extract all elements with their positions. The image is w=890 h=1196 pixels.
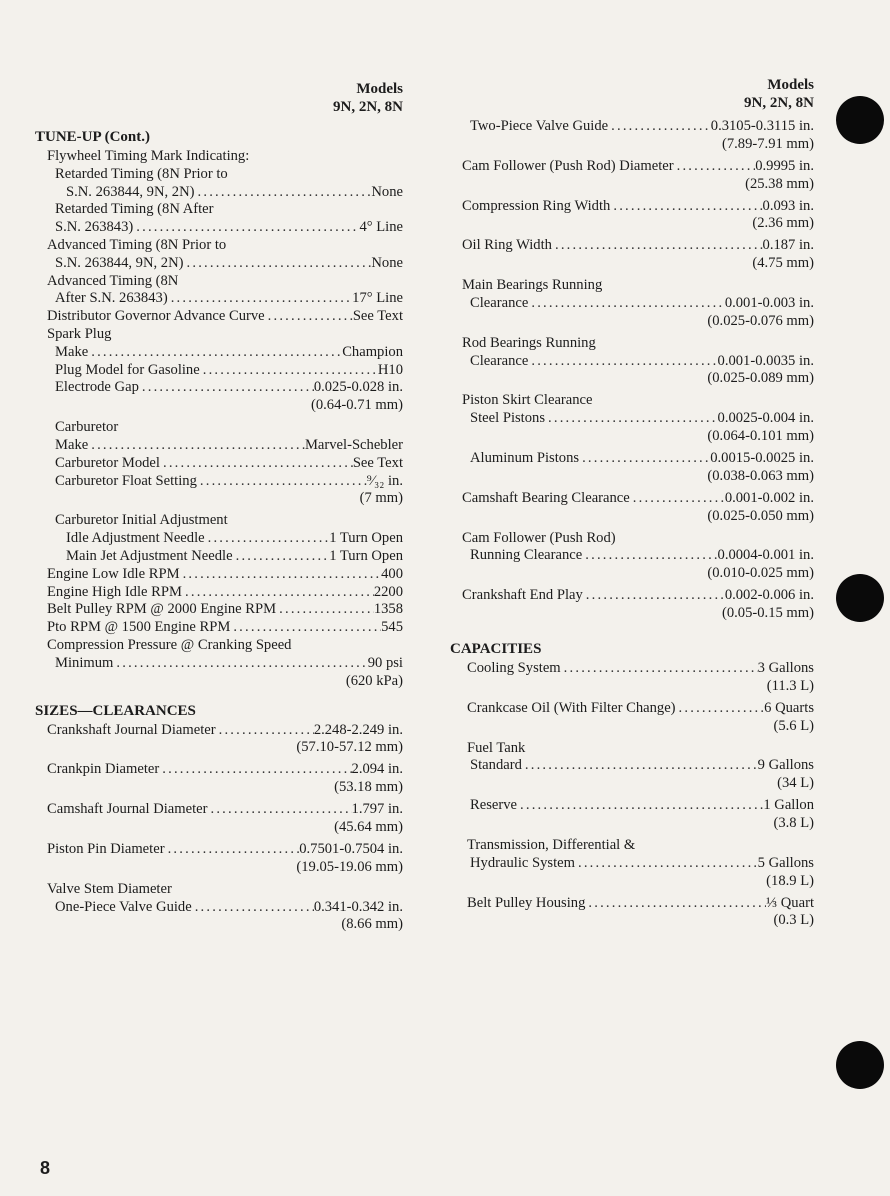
- spec-row: [450, 450, 814, 468]
- dot-leader: [200, 362, 378, 380]
- spec-row: [35, 601, 403, 619]
- spec-row: [35, 362, 403, 380]
- dot-leader: [192, 899, 314, 917]
- spec-value: 1 Turn Open: [329, 547, 403, 564]
- dot-leader: [265, 308, 353, 326]
- spec-value: 6 Quarts: [764, 699, 814, 716]
- dot-leader: [113, 655, 367, 673]
- spec-row: [35, 801, 403, 819]
- dot-leader: [608, 118, 711, 136]
- dot-leader: [545, 410, 718, 428]
- spec-label: Engine High Idle RPM: [47, 583, 182, 600]
- spec-row: [35, 655, 403, 673]
- spec-row: [450, 797, 814, 815]
- page-number: 8: [40, 1158, 51, 1178]
- dot-leader: [233, 548, 330, 566]
- spec-group: [450, 530, 814, 583]
- models-list: 9N, 2N, 8N: [744, 95, 814, 111]
- binder-hole-top: [836, 96, 884, 144]
- spec-label: Spark Plug: [47, 325, 112, 342]
- section-heading: SIZES—CLEARANCES: [35, 702, 196, 719]
- spec-metric-value: (45.64 mm): [334, 818, 403, 835]
- spec-metric-value: (620 kPa): [345, 672, 403, 689]
- spec-value: See Text: [352, 308, 403, 325]
- spec-value: 1.797 in.: [351, 801, 403, 818]
- spec-row: [35, 184, 403, 202]
- dot-leader: [139, 379, 314, 397]
- spec-value: None: [371, 254, 403, 271]
- spec-metric-value: (18.9 L): [766, 872, 814, 889]
- spec-group: [35, 841, 403, 876]
- right-column: [450, 76, 814, 929]
- spec-group: [450, 335, 814, 388]
- spec-label: Crankpin Diameter: [47, 761, 160, 778]
- spec-label: Engine Low Idle RPM: [47, 565, 180, 582]
- spec-label: Fuel Tank: [467, 739, 526, 756]
- spec-row: [35, 201, 403, 219]
- spec-row: [35, 273, 403, 291]
- dot-leader: [579, 450, 710, 468]
- spec-value: 5 Gallons: [757, 854, 814, 871]
- spec-group: [450, 490, 814, 525]
- spec-row: [450, 837, 814, 855]
- spec-label: Carburetor: [55, 419, 119, 436]
- spec-row: [35, 512, 403, 530]
- spec-label: Retarded Timing (8N Prior to: [55, 165, 228, 182]
- spec-label: Valve Stem Diameter: [47, 880, 172, 897]
- models-label: Models: [356, 81, 403, 97]
- spec-group: [35, 419, 403, 507]
- spec-label: After S.N. 263843): [55, 290, 168, 307]
- spec-row: [35, 473, 403, 491]
- spec-metric-value: (0.010-0.025 mm): [707, 565, 814, 582]
- spec-label: Minimum: [55, 654, 114, 671]
- spec-value: 0.001-0.002 in.: [724, 489, 814, 506]
- models-list: 9N, 2N, 8N: [333, 99, 403, 115]
- spec-label: Advanced Timing (8N: [47, 272, 179, 289]
- dot-leader: [583, 587, 725, 605]
- spec-metric-value: (0.038-0.063 mm): [707, 467, 814, 484]
- spec-metric-value: (3.8 L): [773, 814, 814, 831]
- spec-row: [35, 761, 403, 779]
- spec-row: [35, 437, 403, 455]
- spec-label: Piston Skirt Clearance: [462, 392, 593, 409]
- spec-label: Distributor Governor Advance Curve: [47, 308, 265, 325]
- spec-metric-value: (57.10-57.12 mm): [296, 739, 403, 756]
- spec-label: S.N. 263843): [55, 219, 134, 236]
- spec-value: 1 Turn Open: [329, 530, 403, 547]
- spec-metric-value: (25.38 mm): [745, 175, 814, 192]
- spec-label: Two-Piece Valve Guide: [470, 118, 609, 134]
- spec-label: Reserve: [470, 797, 518, 814]
- spec-group: [35, 881, 403, 934]
- dot-leader: [522, 757, 758, 775]
- spec-group: [35, 722, 403, 757]
- spec-label: Aluminum Pistons: [470, 449, 580, 466]
- spec-value: 2.094 in.: [351, 761, 403, 778]
- spec-value: 0.025-0.028 in.: [313, 379, 403, 396]
- spec-label: Make: [55, 343, 89, 360]
- spec-metric-value: (0.025-0.089 mm): [707, 370, 814, 387]
- spec-value: 0.9995 in.: [755, 157, 814, 174]
- spec-row: [450, 700, 814, 718]
- dot-leader: [585, 895, 766, 913]
- spec-label: Cooling System: [467, 659, 561, 676]
- dot-leader: [517, 797, 763, 815]
- spec-row: [450, 410, 814, 428]
- spec-group: [450, 797, 814, 832]
- spec-label: Hydraulic System: [470, 854, 575, 871]
- dot-leader: [165, 841, 300, 859]
- spec-metric-value: (5.6 L): [773, 717, 814, 734]
- spec-metric-value: (0.025-0.076 mm): [707, 312, 814, 329]
- spec-row: [35, 455, 403, 473]
- spec-row: [35, 619, 403, 637]
- spec-row: [450, 587, 814, 605]
- spec-label: Compression Pressure @ Cranking Speed: [47, 636, 292, 653]
- spec-label: Main Bearings Running: [462, 277, 603, 294]
- spec-group: [35, 148, 403, 414]
- spec-row: [35, 255, 403, 273]
- spec-row: [450, 335, 814, 353]
- spec-label: S.N. 263844, 9N, 2N): [55, 254, 184, 271]
- spec-label: Crankshaft End Play: [462, 587, 583, 604]
- spec-label: Make: [55, 436, 89, 453]
- spec-row: [35, 166, 403, 184]
- spec-row: [35, 219, 403, 237]
- spec-value: 0.7501-0.7504 in.: [299, 840, 403, 857]
- dot-leader: [168, 290, 352, 308]
- spec-row: [450, 547, 814, 565]
- spec-row: [35, 841, 403, 859]
- spec-value: 0.187 in.: [762, 237, 814, 254]
- spec-label: Standard: [470, 757, 522, 774]
- spec-row: [450, 490, 814, 508]
- spec-metric-value: (11.3 L): [766, 677, 814, 694]
- spec-row: [35, 637, 403, 655]
- spec-row: [35, 237, 403, 255]
- dot-leader: [610, 198, 762, 216]
- spec-value: H10: [377, 361, 403, 378]
- dot-leader: [205, 530, 330, 548]
- spec-row: [35, 548, 403, 566]
- spec-label: Camshaft Journal Diameter: [47, 801, 208, 818]
- spec-value: 0.001-0.003 in.: [724, 294, 814, 311]
- spec-label: Carburetor Float Setting: [55, 472, 197, 489]
- dot-leader: [180, 566, 382, 584]
- binder-hole-bottom: [836, 1041, 884, 1089]
- spec-group: [450, 118, 814, 153]
- spec-value: 0.002-0.006 in.: [724, 587, 814, 604]
- spec-label: Flywheel Timing Mark Indicating:: [47, 148, 250, 164]
- section-heading: CAPACITIES: [450, 640, 542, 657]
- spec-group: [450, 392, 814, 445]
- dot-leader: [88, 437, 305, 455]
- spec-metric-value: (19.05-19.06 mm): [296, 858, 403, 875]
- dot-leader: [230, 619, 381, 637]
- spec-metric-value: (4.75 mm): [752, 255, 814, 272]
- spec-metric-value: (7 mm): [359, 490, 403, 507]
- spec-label: Steel Pistons: [470, 410, 546, 427]
- dot-leader: [184, 255, 372, 273]
- spec-row: [450, 392, 814, 410]
- spec-value: 0.0015-0.0025 in.: [710, 449, 814, 466]
- spec-label: Clearance: [470, 352, 529, 369]
- spec-row: [35, 290, 403, 308]
- dot-leader: [159, 761, 351, 779]
- spec-row: [35, 899, 403, 917]
- spec-group: [450, 237, 814, 272]
- dot-leader: [276, 601, 374, 619]
- spec-group: [35, 761, 403, 796]
- spec-row: [35, 344, 403, 362]
- spec-row: [35, 308, 403, 326]
- dot-leader: [197, 473, 367, 491]
- spec-metric-value: (34 L): [777, 775, 814, 792]
- spec-label: One-Piece Valve Guide: [55, 898, 192, 915]
- spec-value: See Text: [352, 454, 403, 471]
- spec-metric-value: (7.89-7.91 mm): [721, 135, 814, 152]
- dot-leader: [575, 855, 758, 873]
- spec-label: Advanced Timing (8N Prior to: [47, 236, 227, 253]
- spec-value: 545: [381, 619, 403, 636]
- spec-row: [35, 722, 403, 740]
- dot-leader: [676, 700, 765, 718]
- dot-leader: [216, 722, 314, 740]
- spec-group: [35, 801, 403, 836]
- spec-row: [450, 277, 814, 295]
- dot-leader: [207, 801, 351, 819]
- spec-label: Transmission, Differential &: [467, 836, 636, 853]
- spec-row: [450, 757, 814, 775]
- spec-row: [35, 584, 403, 602]
- spec-row: [450, 530, 814, 548]
- spec-label: Belt Pulley Housing: [467, 894, 586, 911]
- dot-leader: [182, 584, 374, 602]
- spec-value: Marvel-Schebler: [304, 436, 403, 453]
- spec-value: 1358: [373, 601, 403, 618]
- spec-value: 0.341-0.342 in.: [313, 898, 403, 915]
- spec-row: [450, 855, 814, 873]
- spec-metric-value: (0.64-0.71 mm): [310, 397, 403, 414]
- spec-metric-value: (8.66 mm): [341, 916, 403, 933]
- spec-label: Running Clearance: [470, 547, 583, 564]
- spec-row: [450, 353, 814, 371]
- spec-row: [450, 198, 814, 216]
- models-label: Models: [767, 77, 814, 93]
- dot-leader: [552, 237, 763, 255]
- spec-value: 0.3105-0.3115 in.: [710, 118, 814, 134]
- spec-metric-value: (53.18 mm): [334, 779, 403, 796]
- spec-value: 0.093 in.: [762, 197, 814, 214]
- spec-label: Compression Ring Width: [462, 197, 611, 214]
- spec-value: 0.001-0.0035 in.: [717, 352, 814, 369]
- spec-row: [450, 237, 814, 255]
- spec-group: [450, 660, 814, 695]
- spec-group: [450, 158, 814, 193]
- spec-label: Crankcase Oil (With Filter Change): [467, 699, 676, 716]
- models-header: [450, 76, 814, 112]
- spec-label: Electrode Gap: [55, 379, 139, 396]
- spec-label: Plug Model for Gasoline: [55, 361, 200, 378]
- spec-row: [450, 295, 814, 313]
- dot-leader: [133, 219, 359, 237]
- dot-leader: [528, 295, 724, 313]
- spec-metric-value: (2.36 mm): [752, 215, 814, 232]
- spec-row: [450, 158, 814, 176]
- dot-leader: [160, 455, 353, 473]
- dot-leader: [561, 660, 758, 678]
- spec-row: [35, 148, 403, 166]
- dot-leader: [195, 184, 372, 202]
- spec-value: 2200: [373, 583, 403, 600]
- spec-group: [450, 587, 814, 622]
- models-header: [35, 80, 403, 116]
- spec-value: 9 Gallons: [757, 757, 814, 774]
- spec-value: 1 Gallon: [763, 797, 814, 814]
- spec-value: None: [371, 183, 403, 200]
- spec-value: 0.0004-0.001 in.: [717, 547, 814, 564]
- spec-label: S.N. 263844, 9N, 2N): [66, 183, 195, 200]
- spec-label: Clearance: [470, 294, 529, 311]
- spec-label: Retarded Timing (8N After: [55, 201, 214, 218]
- dot-leader: [528, 353, 717, 371]
- spec-label: Belt Pulley RPM @ 2000 Engine RPM: [47, 601, 277, 618]
- spec-group: [450, 198, 814, 233]
- spec-row: [35, 881, 403, 899]
- spec-group: [450, 450, 814, 485]
- spec-label: Camshaft Bearing Clearance: [462, 489, 630, 506]
- dot-leader: [630, 490, 725, 508]
- dot-leader: [88, 344, 342, 362]
- spec-row: [450, 740, 814, 758]
- spec-value: 3 Gallons: [757, 659, 814, 676]
- spec-label: Main Jet Adjustment Needle: [66, 547, 233, 564]
- spec-value: Champion: [342, 343, 403, 360]
- spec-label: Idle Adjustment Needle: [66, 530, 205, 547]
- binder-hole-middle: [836, 574, 884, 622]
- spec-metric-value: (0.05-0.15 mm): [721, 604, 814, 621]
- spec-value: ⁹⁄₃₂ in.: [366, 472, 403, 489]
- spec-row: [35, 419, 403, 437]
- spec-row: [450, 895, 814, 913]
- spec-value: 2.248-2.249 in.: [313, 721, 403, 738]
- spec-value: 4° Line: [359, 219, 403, 236]
- spec-group: [450, 740, 814, 793]
- dot-leader: [674, 158, 756, 176]
- spec-row: [35, 566, 403, 584]
- spec-group: [35, 512, 403, 689]
- spec-group: [450, 700, 814, 735]
- spec-label: Carburetor Model: [55, 454, 160, 471]
- spec-row: [35, 326, 403, 344]
- spec-row: [35, 530, 403, 548]
- spec-group: [450, 895, 814, 930]
- spec-value: 17° Line: [352, 290, 403, 307]
- section-heading: TUNE-UP (Cont.): [35, 129, 150, 145]
- spec-value: 400: [381, 565, 403, 582]
- spec-label: Crankshaft Journal Diameter: [47, 721, 216, 738]
- spec-row: [35, 379, 403, 397]
- dot-leader: [582, 547, 717, 565]
- spec-label: Piston Pin Diameter: [47, 840, 165, 857]
- spec-metric-value: (0.3 L): [773, 912, 814, 929]
- spec-metric-value: (0.064-0.101 mm): [707, 427, 814, 444]
- spec-label: Oil Ring Width: [462, 237, 552, 254]
- spec-label: Pto RPM @ 1500 Engine RPM: [47, 619, 231, 636]
- spec-label: Cam Follower (Push Rod): [462, 529, 616, 546]
- spec-row: [450, 118, 814, 136]
- spec-value: ⅓ Quart: [766, 894, 814, 911]
- spec-value: 0.0025-0.004 in.: [717, 410, 814, 427]
- spec-row: [450, 660, 814, 678]
- spec-label: Cam Follower (Push Rod) Diameter: [462, 157, 674, 174]
- spec-group: [450, 837, 814, 890]
- spec-value: 90 psi: [367, 654, 403, 671]
- spec-group: [450, 277, 814, 330]
- left-column: [35, 80, 403, 933]
- spec-metric-value: (0.025-0.050 mm): [707, 507, 814, 524]
- spec-label: Carburetor Initial Adjustment: [55, 512, 228, 529]
- spec-label: Rod Bearings Running: [462, 334, 596, 351]
